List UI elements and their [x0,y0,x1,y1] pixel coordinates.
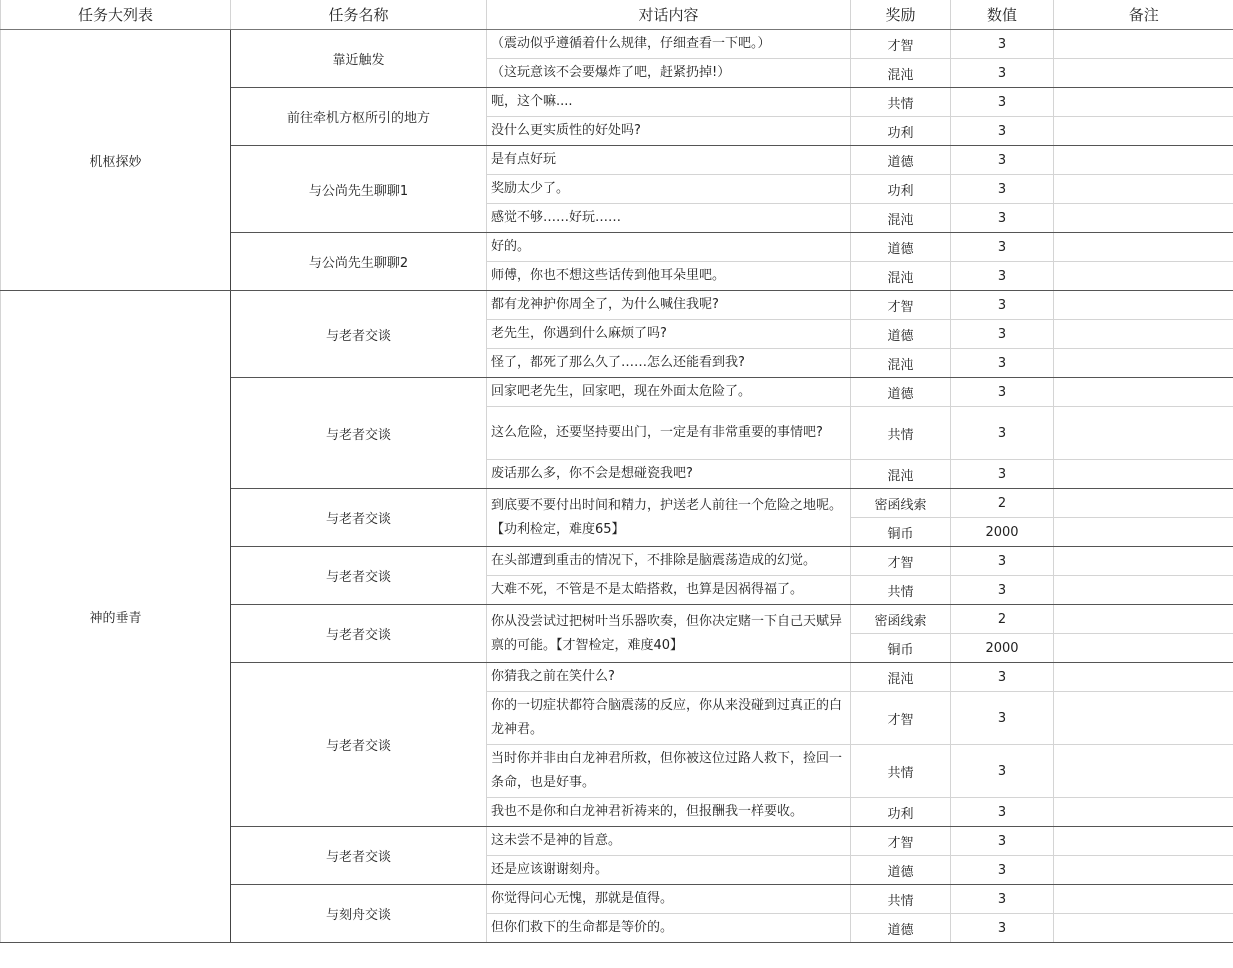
value-cell[interactable]: 3 [951,663,1054,692]
reward-cell[interactable]: 共情 [851,745,951,798]
notes-cell[interactable] [1054,827,1233,856]
notes-cell[interactable] [1054,233,1233,262]
dialogue-cell[interactable]: 没什么更实质性的好处吗? [487,117,851,146]
reward-cell[interactable]: 混沌 [851,349,951,378]
reward-cell[interactable]: 共情 [851,885,951,914]
task-name-cell[interactable]: 与老者交谈 [231,291,487,378]
table-row [1,30,1233,59]
dialogue-cell[interactable]: 感觉不够……好玩…… [487,204,851,233]
task-name-cell[interactable]: 与老者交谈 [231,378,487,489]
notes-cell[interactable] [1054,175,1233,204]
reward-cell[interactable]: 共情 [851,407,951,460]
task-name-cell[interactable]: 前往牵机方枢所引的地方 [231,88,487,146]
notes-cell[interactable] [1054,378,1233,407]
notes-cell[interactable] [1054,204,1233,233]
dialogue-cell[interactable]: 你的一切症状都符合脑震荡的反应，你从来没碰到过真正的白龙神君。 [487,692,851,745]
notes-cell[interactable] [1054,460,1233,489]
dialogue-cell[interactable]: 大难不死，不管是不是太皓搭救，也算是因祸得福了。 [487,576,851,605]
value-cell[interactable]: 3 [951,59,1054,88]
reward-cell[interactable]: 混沌 [851,204,951,233]
notes-cell[interactable] [1054,634,1233,663]
value-cell[interactable]: 3 [951,233,1054,262]
task-name-cell[interactable]: 与公尚先生聊聊2 [231,233,487,291]
dialogue-cell[interactable]: 呃，这个嘛.... [487,88,851,117]
reward-cell[interactable]: 铜币 [851,634,951,663]
value-cell[interactable]: 3 [951,378,1054,407]
reward-cell[interactable]: 道德 [851,233,951,262]
header-value[interactable]: 数值 [951,0,1054,30]
reward-cell[interactable]: 共情 [851,88,951,117]
reward-cell[interactable]: 道德 [851,378,951,407]
dialogue-cell[interactable]: 师傅，你也不想这些话传到他耳朵里吧。 [487,262,851,291]
dialogue-cell[interactable]: 这么危险，还要坚持要出门，一定是有非常重要的事情吧? [487,407,851,460]
value-cell[interactable]: 3 [951,204,1054,233]
notes-cell[interactable] [1054,547,1233,576]
table-body [1,30,1233,943]
main-task-cell[interactable]: 神的垂青 [1,291,231,943]
reward-cell[interactable]: 混沌 [851,262,951,291]
notes-cell[interactable] [1054,146,1233,175]
notes-cell[interactable] [1054,117,1233,146]
task-name-cell[interactable]: 靠近触发 [231,30,487,88]
reward-cell[interactable]: 功利 [851,117,951,146]
notes-cell[interactable] [1054,798,1233,827]
header-reward[interactable]: 奖励 [851,0,951,30]
value-cell[interactable]: 2000 [951,518,1054,547]
task-name-cell[interactable]: 与老者交谈 [231,489,487,547]
reward-cell[interactable]: 混沌 [851,663,951,692]
notes-cell[interactable] [1054,407,1233,460]
notes-cell[interactable] [1054,663,1233,692]
task-name-cell[interactable]: 与老者交谈 [231,605,487,663]
reward-cell[interactable]: 铜币 [851,518,951,547]
dialogue-cell[interactable]: 这未尝不是神的旨意。 [487,827,851,856]
dialogue-cell[interactable]: 废话那么多，你不会是想碰瓷我吧? [487,460,851,489]
value-cell[interactable]: 3 [951,262,1054,291]
header-dialogue[interactable]: 对话内容 [487,0,851,30]
reward-cell[interactable]: 功利 [851,175,951,204]
dialogue-cell[interactable]: 好的。 [487,233,851,262]
notes-cell[interactable] [1054,349,1233,378]
notes-cell[interactable] [1054,262,1233,291]
value-cell[interactable]: 3 [951,175,1054,204]
value-cell[interactable]: 3 [951,692,1054,745]
value-cell[interactable]: 3 [951,798,1054,827]
notes-cell[interactable] [1054,88,1233,117]
reward-cell[interactable]: 混沌 [851,460,951,489]
reward-cell[interactable]: 功利 [851,798,951,827]
task-name-cell[interactable]: 与老者交谈 [231,547,487,605]
value-cell[interactable]: 3 [951,827,1054,856]
dialogue-cell[interactable]: 但你们救下的生命都是等价的。 [487,914,851,943]
value-cell[interactable]: 3 [951,885,1054,914]
reward-cell[interactable]: 才智 [851,547,951,576]
reward-cell[interactable]: 道德 [851,856,951,885]
value-cell[interactable]: 3 [951,745,1054,798]
notes-cell[interactable] [1054,885,1233,914]
value-cell[interactable]: 3 [951,914,1054,943]
notes-cell[interactable] [1054,745,1233,798]
dialogue-cell[interactable]: 奖励太少了。 [487,175,851,204]
dialogue-cell[interactable]: 我也不是你和白龙神君祈祷来的，但报酬我一样要收。 [487,798,851,827]
value-cell[interactable]: 2000 [951,634,1054,663]
task-name-cell[interactable]: 与公尚先生聊聊1 [231,146,487,233]
notes-cell[interactable] [1054,518,1233,547]
dialogue-cell[interactable]: 回家吧老先生，回家吧，现在外面太危险了。 [487,378,851,407]
task-name-cell[interactable]: 与刻舟交谈 [231,885,487,943]
notes-cell[interactable] [1054,291,1233,320]
value-cell[interactable]: 3 [951,460,1054,489]
header-task-name[interactable]: 任务名称 [231,0,487,30]
value-cell[interactable]: 3 [951,576,1054,605]
dialogue-cell[interactable]: 是有点好玩 [487,146,851,175]
dialogue-cell[interactable]: 到底要不要付出时间和精力，护送老人前往一个危险之地呢。【功利检定，难度65】 [487,489,851,547]
value-cell[interactable]: 3 [951,30,1054,59]
value-cell[interactable]: 3 [951,547,1054,576]
reward-cell[interactable]: 道德 [851,914,951,943]
dialogue-cell[interactable]: 在头部遭到重击的情况下，不排除是脑震荡造成的幻觉。 [487,547,851,576]
notes-cell[interactable] [1054,856,1233,885]
header-main-task-list[interactable]: 任务大列表 [1,0,231,30]
reward-cell[interactable]: 密函线索 [851,489,951,518]
header-notes[interactable]: 备注 [1054,0,1233,30]
notes-cell[interactable] [1054,30,1233,59]
reward-cell[interactable]: 才智 [851,827,951,856]
value-cell[interactable]: 2 [951,489,1054,518]
task-name-cell[interactable]: 与老者交谈 [231,827,487,885]
dialogue-cell[interactable]: 还是应该谢谢刻舟。 [487,856,851,885]
dialogue-cell[interactable]: 老先生，你遇到什么麻烦了吗? [487,320,851,349]
dialogue-cell[interactable]: 怪了，都死了那么久了……怎么还能看到我? [487,349,851,378]
reward-cell[interactable]: 道德 [851,146,951,175]
notes-cell[interactable] [1054,489,1233,518]
header-row [1,0,1233,30]
value-cell[interactable]: 3 [951,407,1054,460]
value-cell[interactable]: 2 [951,605,1054,634]
reward-cell[interactable]: 才智 [851,291,951,320]
notes-cell[interactable] [1054,692,1233,745]
reward-cell[interactable]: 才智 [851,30,951,59]
main-task-cell[interactable]: 机枢探妙 [1,30,231,291]
value-cell[interactable]: 3 [951,88,1054,117]
dialogue-cell[interactable]: 你猜我之前在笑什么? [487,663,851,692]
value-cell[interactable]: 3 [951,146,1054,175]
dialogue-cell[interactable]: 你从没尝试过把树叶当乐器吹奏，但你决定赌一下自己天赋异禀的可能。【才智检定，难度40】 [487,605,851,663]
dialogue-cell[interactable]: 你觉得问心无愧，那就是值得。 [487,885,851,914]
dialogue-cell[interactable]: （这玩意该不会要爆炸了吧，赶紧扔掉!） [487,59,851,88]
reward-cell[interactable]: 道德 [851,320,951,349]
notes-cell[interactable] [1054,576,1233,605]
dialogue-cell[interactable]: 当时你并非由白龙神君所救，但你被这位过路人救下，捡回一条命，也是好事。 [487,745,851,798]
value-cell[interactable]: 3 [951,349,1054,378]
notes-cell[interactable] [1054,320,1233,349]
notes-cell[interactable] [1054,59,1233,88]
notes-cell[interactable] [1054,914,1233,943]
reward-cell[interactable]: 混沌 [851,59,951,88]
notes-cell[interactable] [1054,605,1233,634]
value-cell[interactable]: 3 [951,320,1054,349]
reward-cell[interactable]: 密函线索 [851,605,951,634]
value-cell[interactable]: 3 [951,291,1054,320]
reward-cell[interactable]: 共情 [851,576,951,605]
value-cell[interactable]: 3 [951,856,1054,885]
task-name-cell[interactable]: 与老者交谈 [231,663,487,827]
reward-cell[interactable]: 才智 [851,692,951,745]
value-cell[interactable]: 3 [951,117,1054,146]
dialogue-cell[interactable]: 都有龙神护你周全了，为什么喊住我呢? [487,291,851,320]
dialogue-cell[interactable]: （震动似乎遵循着什么规律，仔细查看一下吧。） [487,30,851,59]
table-row [1,291,1233,320]
